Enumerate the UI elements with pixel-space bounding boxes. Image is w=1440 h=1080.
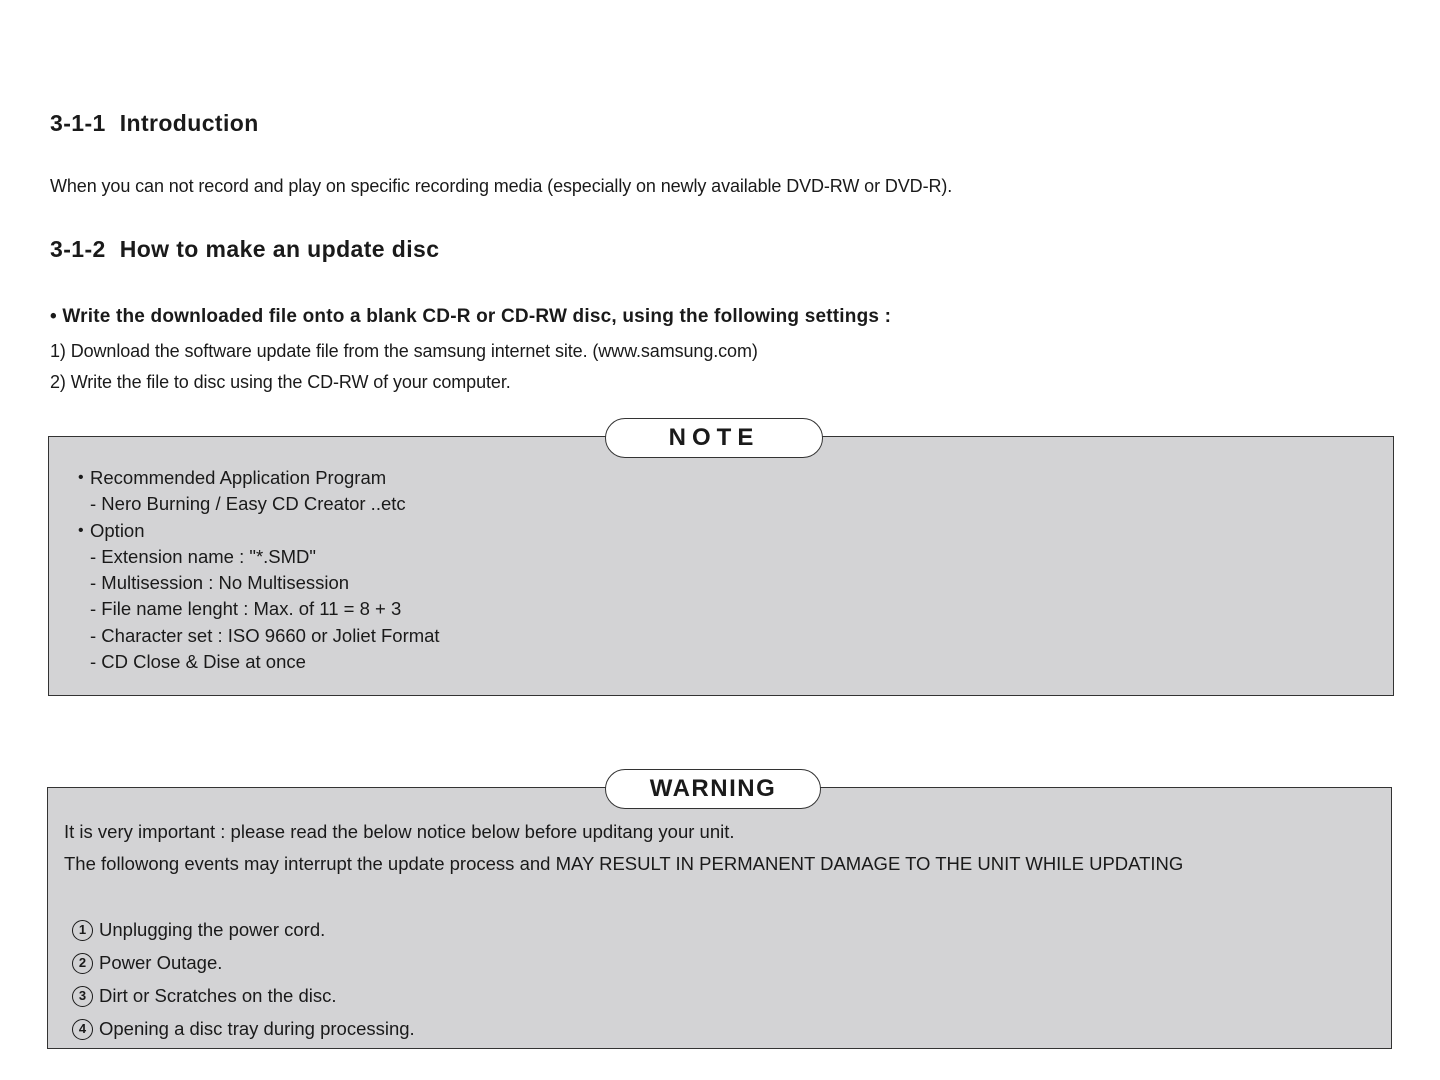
warning-item [72,952,222,974]
instruction-line: • Write the downloaded file onto a blank CD-R or CD-RW disc, using the following settings : [50,306,892,327]
warning-item-text: Dirt or Scratches on the disc. [99,985,337,1006]
circled-number-icon: 1 [72,920,93,941]
section-title: Introduction [119,110,259,136]
warning-item [72,1018,415,1040]
circled-number-icon: 2 [72,953,93,974]
warning-item-text: Unplugging the power cord. [99,919,326,940]
note-item: - Extension name : "*.SMD" [90,545,316,567]
warning-item-text: Opening a disc tray during processing. [99,1018,415,1039]
warning-label: WARNING [605,769,821,809]
circled-number-icon: 3 [72,986,93,1007]
note-list [82,465,440,675]
note-item: • Option [82,518,440,544]
step-2: 2) Write the file to disc using the CD-RW of your computer. [50,372,511,392]
warning-line-2: The followong events may interrupt the update process and MAY RESULT IN PERMANENT DAMAGE TO THE UNIT WHILE UPDATING [64,853,1184,874]
note-item: - Multisession : No Multisession [90,572,350,594]
step-1: 1) Download the software update file from the samsung internet site. (www.samsung.com) [50,341,758,361]
circled-number-icon: 4 [72,1019,93,1040]
note-item: - Nero Burning / Easy CD Creator ..etc [90,493,406,515]
note-item: - CD Close & Dise at once [90,651,306,673]
section-heading-introduction [50,110,259,137]
note-item: - Character set : ISO 9660 or Joliet Format [90,624,440,646]
note-item: - File name lenght : Max. of 11 = 8 + 3 [90,598,402,620]
warning-item [72,985,337,1007]
section-number: 3-1-1 [50,110,106,136]
section-heading-update-disc [50,236,439,263]
note-label: NOTE [605,418,823,458]
warning-line-1: It is very important : please read the below notice below before upditang your unit. [64,821,735,842]
warning-item-text: Power Outage. [99,952,223,973]
warning-item [72,919,325,941]
introduction-text: When you can not record and play on specific recording media (especially on newly available DVD-RW or DVD-R). [50,176,953,196]
note-item: • Recommended Application Program [82,465,440,491]
section-title: How to make an update disc [119,236,440,262]
section-number: 3-1-2 [50,236,106,262]
